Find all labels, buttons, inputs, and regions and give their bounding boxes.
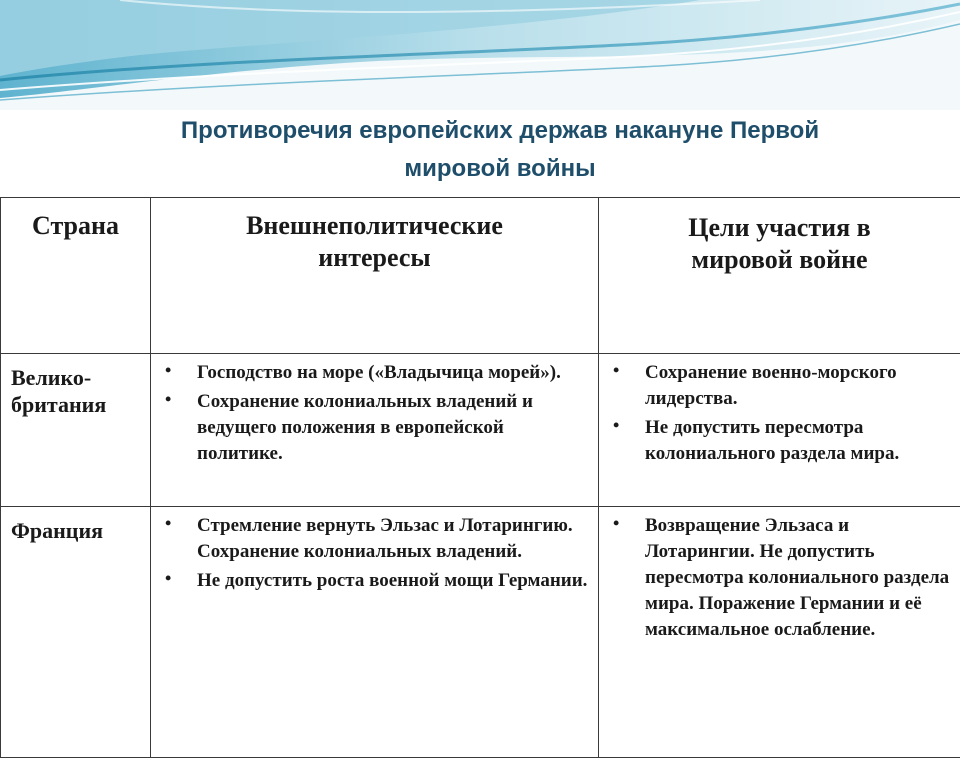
country-cell (1, 354, 151, 507)
list-item: • Не допустить пересмотра колониального раздела мира. (645, 415, 950, 467)
country-name-line1: Велико- (11, 364, 142, 391)
slide-title (110, 112, 890, 188)
policy-list (159, 360, 588, 467)
country-name-line1: Франция (11, 517, 142, 544)
goals-list (607, 360, 950, 467)
list-item: • Господство на море («Владычица морей»). (197, 360, 588, 386)
header-goals-line2: мировой войне (600, 244, 959, 276)
table-header-row (1, 198, 960, 354)
contradictions-table (0, 197, 960, 758)
list-item: • Сохранение военно-морского лидерства. (645, 360, 950, 412)
header-policy (151, 198, 599, 354)
goals-list (607, 513, 950, 643)
header-policy-line2: интересы (152, 242, 597, 274)
header-goals (599, 198, 960, 354)
wave-banner (0, 0, 960, 110)
goals-cell (599, 354, 960, 507)
header-country (1, 198, 151, 354)
header-country-label: Страна (32, 211, 119, 240)
list-item: • Сохранение колониальных владений и ведущего положения в европейской политике. (197, 389, 588, 467)
list-item: • Стремление вернуть Эльзас и Лотарингию. Сохранение колониальных владений. (197, 513, 588, 565)
policy-list (159, 513, 588, 594)
country-name-line2: британия (11, 391, 142, 418)
list-item: • Возвращение Эльзаса и Лотарингии. Не допустить пересмотра колониального раздела мира. Поражение Германии и её максимальное ослабление. (645, 513, 950, 643)
list-item: • Не допустить роста военной мощи Германии. (197, 568, 588, 594)
slide-title-line1: Противоречия европейских держав накануне Первой (110, 112, 890, 150)
table-row (1, 354, 960, 507)
header-goals-line1: Цели участия в (600, 212, 959, 244)
slide-title-line2: мировой войны (110, 150, 890, 188)
header-policy-line1: Внешнеполитические (152, 210, 597, 242)
policy-cell (151, 354, 599, 507)
